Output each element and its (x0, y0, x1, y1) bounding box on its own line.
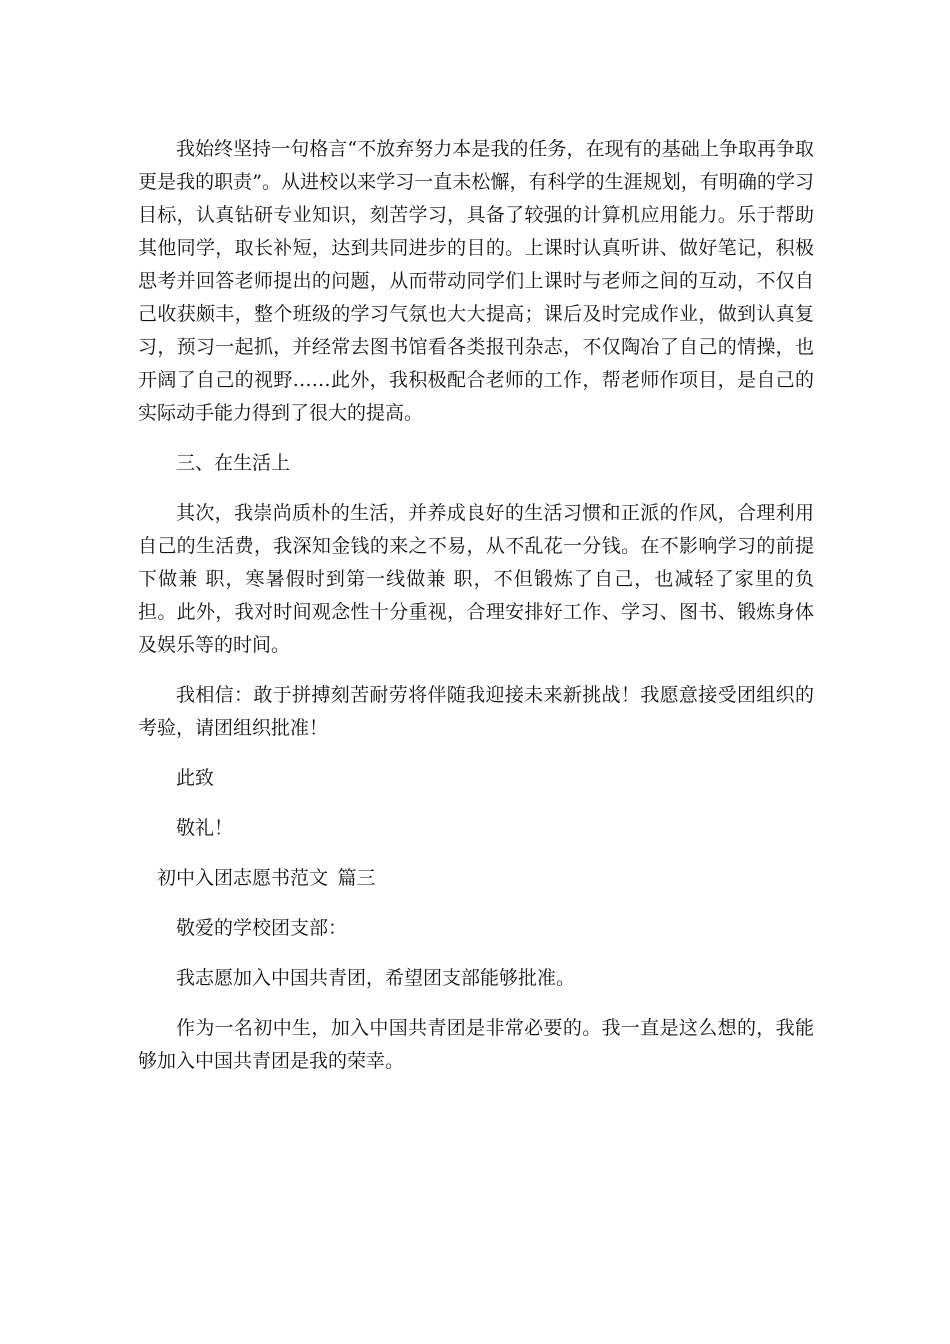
closing-salutation: 此致 (176, 767, 215, 789)
letter-wish: 我志愿加入中国共青团，希望团支部能够批准。 (176, 967, 576, 989)
section-title-label: 篇三 (337, 867, 376, 889)
letter-greeting: 敬爱的学校团支部： (176, 917, 348, 939)
paragraph-life: 其次，我崇尚质朴的生活，并养成良好的生活习惯和正派的作风，合理利用自己的生活费，我深知金钱的来之不易，从不乱花一分钱。在不影响学习的前提下做兼 职，寒暑假时到第一线做兼 职，不但锻炼了自己，也减轻了家里的负担。此外，我对时间观念性十分重视，合理安排好工作、学习、图书、锻炼身体及娱乐等的时间。 (138, 502, 814, 656)
document-body (138, 133, 814, 1095)
paragraph-belief: 我相信：敢于拼搏刻苦耐劳将伴随我迎接未来新挑战！我愿意接受团组织的考验，请团组织批准！ (138, 684, 814, 739)
heading-life: 三、在生活上 (176, 452, 291, 474)
section-title-text: 初中入团志愿书范文 (157, 867, 329, 889)
section-title (138, 862, 814, 895)
closing-regards: 敬礼！ (176, 817, 234, 839)
letter-reason: 作为一名初中生，加入中国共青团是非常必要的。我一直是这么想的，我能够加入中国共青团是我的荣幸。 (138, 1017, 814, 1072)
paragraph-study-motto: 我始终坚持一句格言“不放弃努力本是我的任务，在现有的基础上争取再争取更是我的职责”。从进校以来学习一直未松懈，有科学的生涯规划，有明确的学习目标，认真钻研专业知识，刻苦学习，具备了较强的计算机应用能力。乐于帮助其他同学，取长补短，达到共同进步的目的。上课时认真听讲、做好笔记，积极思考并回答老师提出的问题，从而带动同学们上课时与老师之间的互动，不仅自己收获颇丰，整个班级的学习气氛也大大提高；课后及时完成作业，做到认真复习，预习一起抓，并经常去图书馆看各类报刊杂志，不仅陶冶了自己的情操，也开阔了自己的视野……此外，我积极配合老师的工作，帮老师作项目，是自己的实际动手能力得到了很大的提高。 (138, 138, 814, 424)
